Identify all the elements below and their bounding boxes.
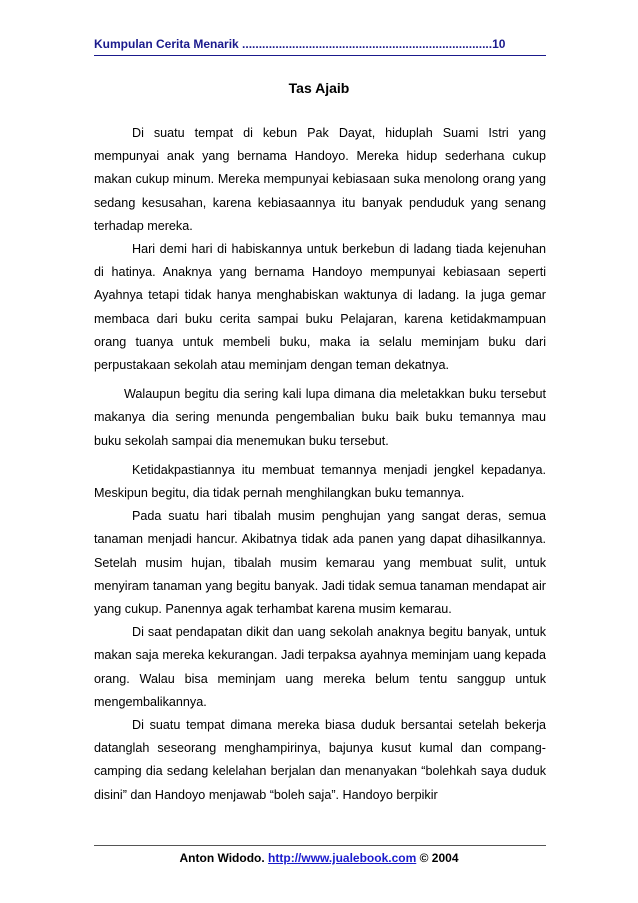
paragraph: Ketidakpastiannya itu membuat temannya menjadi jengkel kepadanya. Meskipun begitu, dia tidak pernah menghilangkan buku temannya. xyxy=(94,462,546,501)
story-body xyxy=(94,122,546,807)
header-leader-dots: ........................................................................... xyxy=(238,37,493,51)
footer-copyright: © 2004 xyxy=(419,851,459,865)
paragraph: Di saat pendapatan dikit dan uang sekolah anaknya begitu banyak, untuk makan saja mereka kekurangan. Jadi terpaksa ayahnya meminjam uang kepada orang. Walau bisa meminjam uang mereka belum tentu sanggup untuk mengembalikannya. xyxy=(94,625,546,709)
page-footer xyxy=(0,851,638,865)
paragraph: Di suatu tempat dimana mereka biasa duduk bersantai setelah bekerja datanglah seseorang menghampirinya, bajunya kusut kumal dan compang-camping dia sedang kelelahan berjalan dan menanyakan “bolehkah saya duduk disini” dan Handoyo menjawab “boleh saja”. Handoyo berpikir xyxy=(94,718,546,802)
paragraph: Di suatu tempat di kebun Pak Dayat, hiduplah Suami Istri yang mempunyai anak yang bernama Handoyo. Mereka hidup sederhana cukup makan cukup minum. Mereka mempunyai kebiasaan suka menolong orang yang sedang kesusahan, karena kebiasaannya itu banyak penduduk yang senang terhadap mereka. xyxy=(94,126,546,233)
footer-link[interactable]: http://www.jualebook.com xyxy=(268,851,417,865)
paragraph: Walaupun begitu dia sering kali lupa dimana dia meletakkan buku tersebut makanya dia sering menunda pengembalian buku baik buku temannya mau buku sekolah sampai dia menemukan buku tersebut. xyxy=(94,387,546,448)
footer-author: Anton Widodo. xyxy=(179,851,265,865)
book-title: Kumpulan Cerita Menarik xyxy=(94,37,239,51)
footer-divider xyxy=(94,845,546,846)
page-number: 10 xyxy=(492,37,506,51)
paragraph: Pada suatu hari tibalah musim penghujan yang sangat deras, semua tanaman menjadi hancur. Akibatnya tidak ada panen yang dapat dihasilkannya. Setelah musim hujan, tibalah musim kemarau yang membuat sulit, untuk menyiram tanaman yang begitu banyak. Jadi tidak semua tanaman mendapat air yang cukup. Panennya agak terhambat karena musim kemarau. xyxy=(94,509,546,617)
story-title: Tas Ajaib xyxy=(288,80,350,96)
paragraph: Hari demi hari di habiskannya untuk berkebun di ladang tiada kejenuhan di hatinya. Anaknya yang bernama Handoyo mempunyai kebiasaan seperti Ayahnya tetapi tidak hanya menghabiskan waktunya di ladang. Ia juga gemar membaca dari buku cerita sampai buku Pelajaran, karena ketidakmampuan orang tuanya untuk membeli buku, maka ia selalu meminjam buku dari perpustakaan sekolah atau meminjam dengan teman dekatnya. xyxy=(94,242,546,373)
page-header xyxy=(94,37,546,56)
